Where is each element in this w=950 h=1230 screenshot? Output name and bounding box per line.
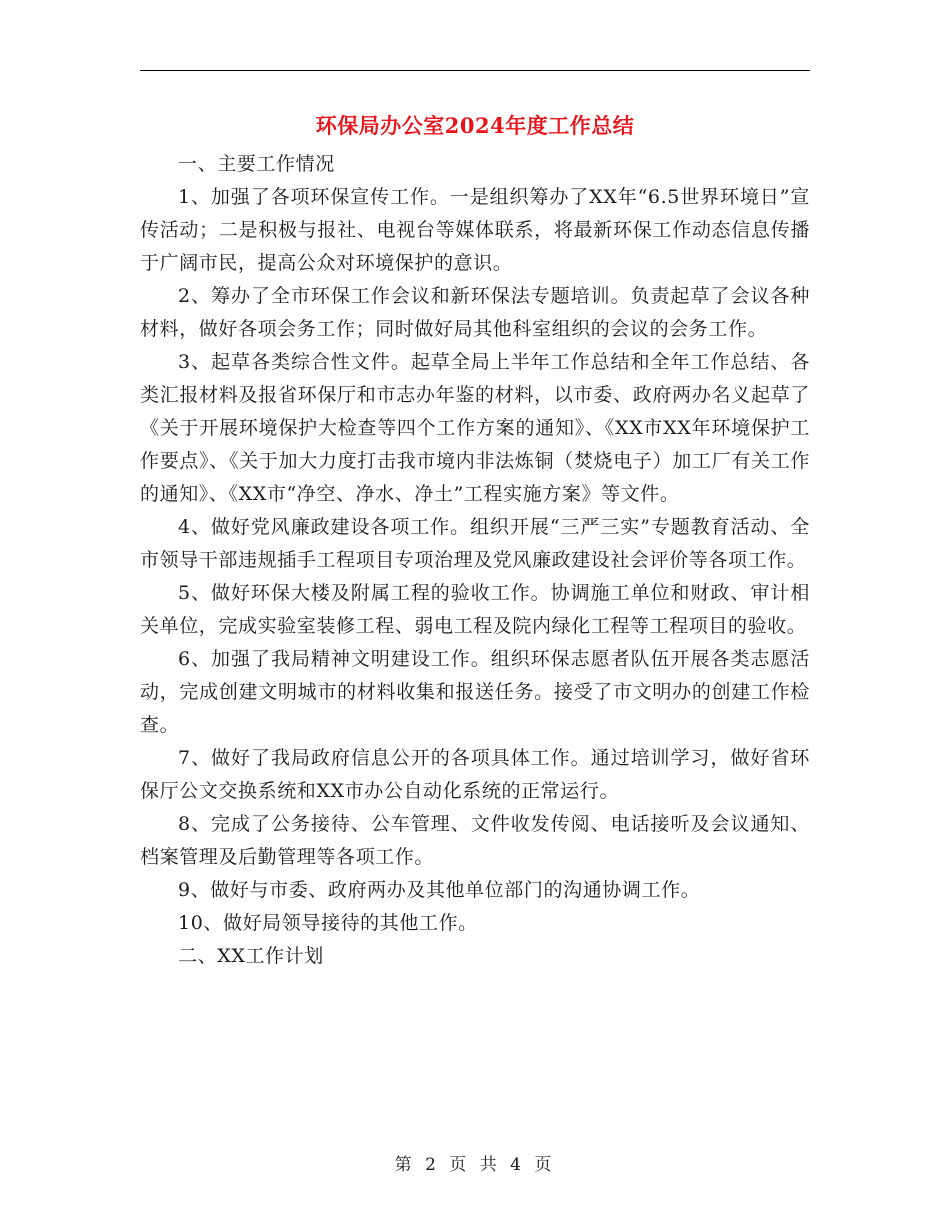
document-title: 环保局办公室2024年度工作总结 bbox=[315, 113, 635, 138]
section-heading-work-plan: 二、XX工作计划 bbox=[178, 945, 324, 967]
header-rule bbox=[140, 70, 810, 71]
paragraph-item-5: 5、做好环保大楼及附属工程的验收工作。协调施工单位和财政、审计相关单位，完成实验室装修工程、弱电工程及院内绿化工程等工程项目的验收。 bbox=[140, 582, 810, 637]
paragraph-item-6: 6、加强了我局精神文明建设工作。组织环保志愿者队伍开展各类志愿活动，完成创建文明城市的材料收集和报送任务。接受了市文明办的创建工作检查。 bbox=[140, 648, 810, 736]
paragraph-item-2: 2、筹办了全市环保工作会议和新环保法专题培训。负责起草了会议各种材料，做好各项会务工作；同时做好局其他科室组织的会议的会务工作。 bbox=[140, 285, 810, 340]
page-number: 第 2 页 共 4 页 bbox=[394, 1155, 556, 1175]
paragraph-item-9: 9、做好与市委、政府两办及其他单位部门的沟通协调工作。 bbox=[178, 879, 701, 901]
paragraph-item-8: 8、完成了公务接待、公车管理、文件收发传阅、电话接听及会议通知、档案管理及后勤管理等各项工作。 bbox=[140, 813, 810, 868]
paragraph-item-4: 4、做好党风廉政建设各项工作。组织开展“三严三实”专题教育活动、全市领导干部违规插手工程项目专项治理及党风廉政建设社会评价等各项工作。 bbox=[140, 516, 810, 571]
paragraph-item-7: 7、做好了我局政府信息公开的各项具体工作。通过培训学习，做好省环保厅公文交换系统和XX市办公自动化系统的正常运行。 bbox=[140, 747, 810, 802]
document-body bbox=[140, 148, 810, 973]
paragraph-item-10: 10、做好局领导接待的其他工作。 bbox=[178, 912, 478, 934]
paragraph-item-1: 1、加强了各项环保宣传工作。一是组织筹办了XX年“6.5世界环境日”宣传活动；二是积极与报社、电视台等媒体联系，将最新环保工作动态信息传播于广阔市民，提高公众对环境保护的意识。 bbox=[140, 186, 810, 274]
section-heading-main-work: 一、主要工作情况 bbox=[178, 153, 335, 175]
paragraph-item-3: 3、起草各类综合性文件。起草全局上半年工作总结和全年工作总结、各类汇报材料及报省环保厅和市志办年鉴的材料，以市委、政府两办名义起草了《关于开展环境保护大检查等四个工作方案的通知》、《XX市XX年环境保护工作要点》、《关于加大力度打击我市境内非法炼铜（焚烧电子）加工厂有关工作的通知》、《XX市“净空、净水、净土”工程实施方案》等文件。 bbox=[140, 351, 810, 505]
